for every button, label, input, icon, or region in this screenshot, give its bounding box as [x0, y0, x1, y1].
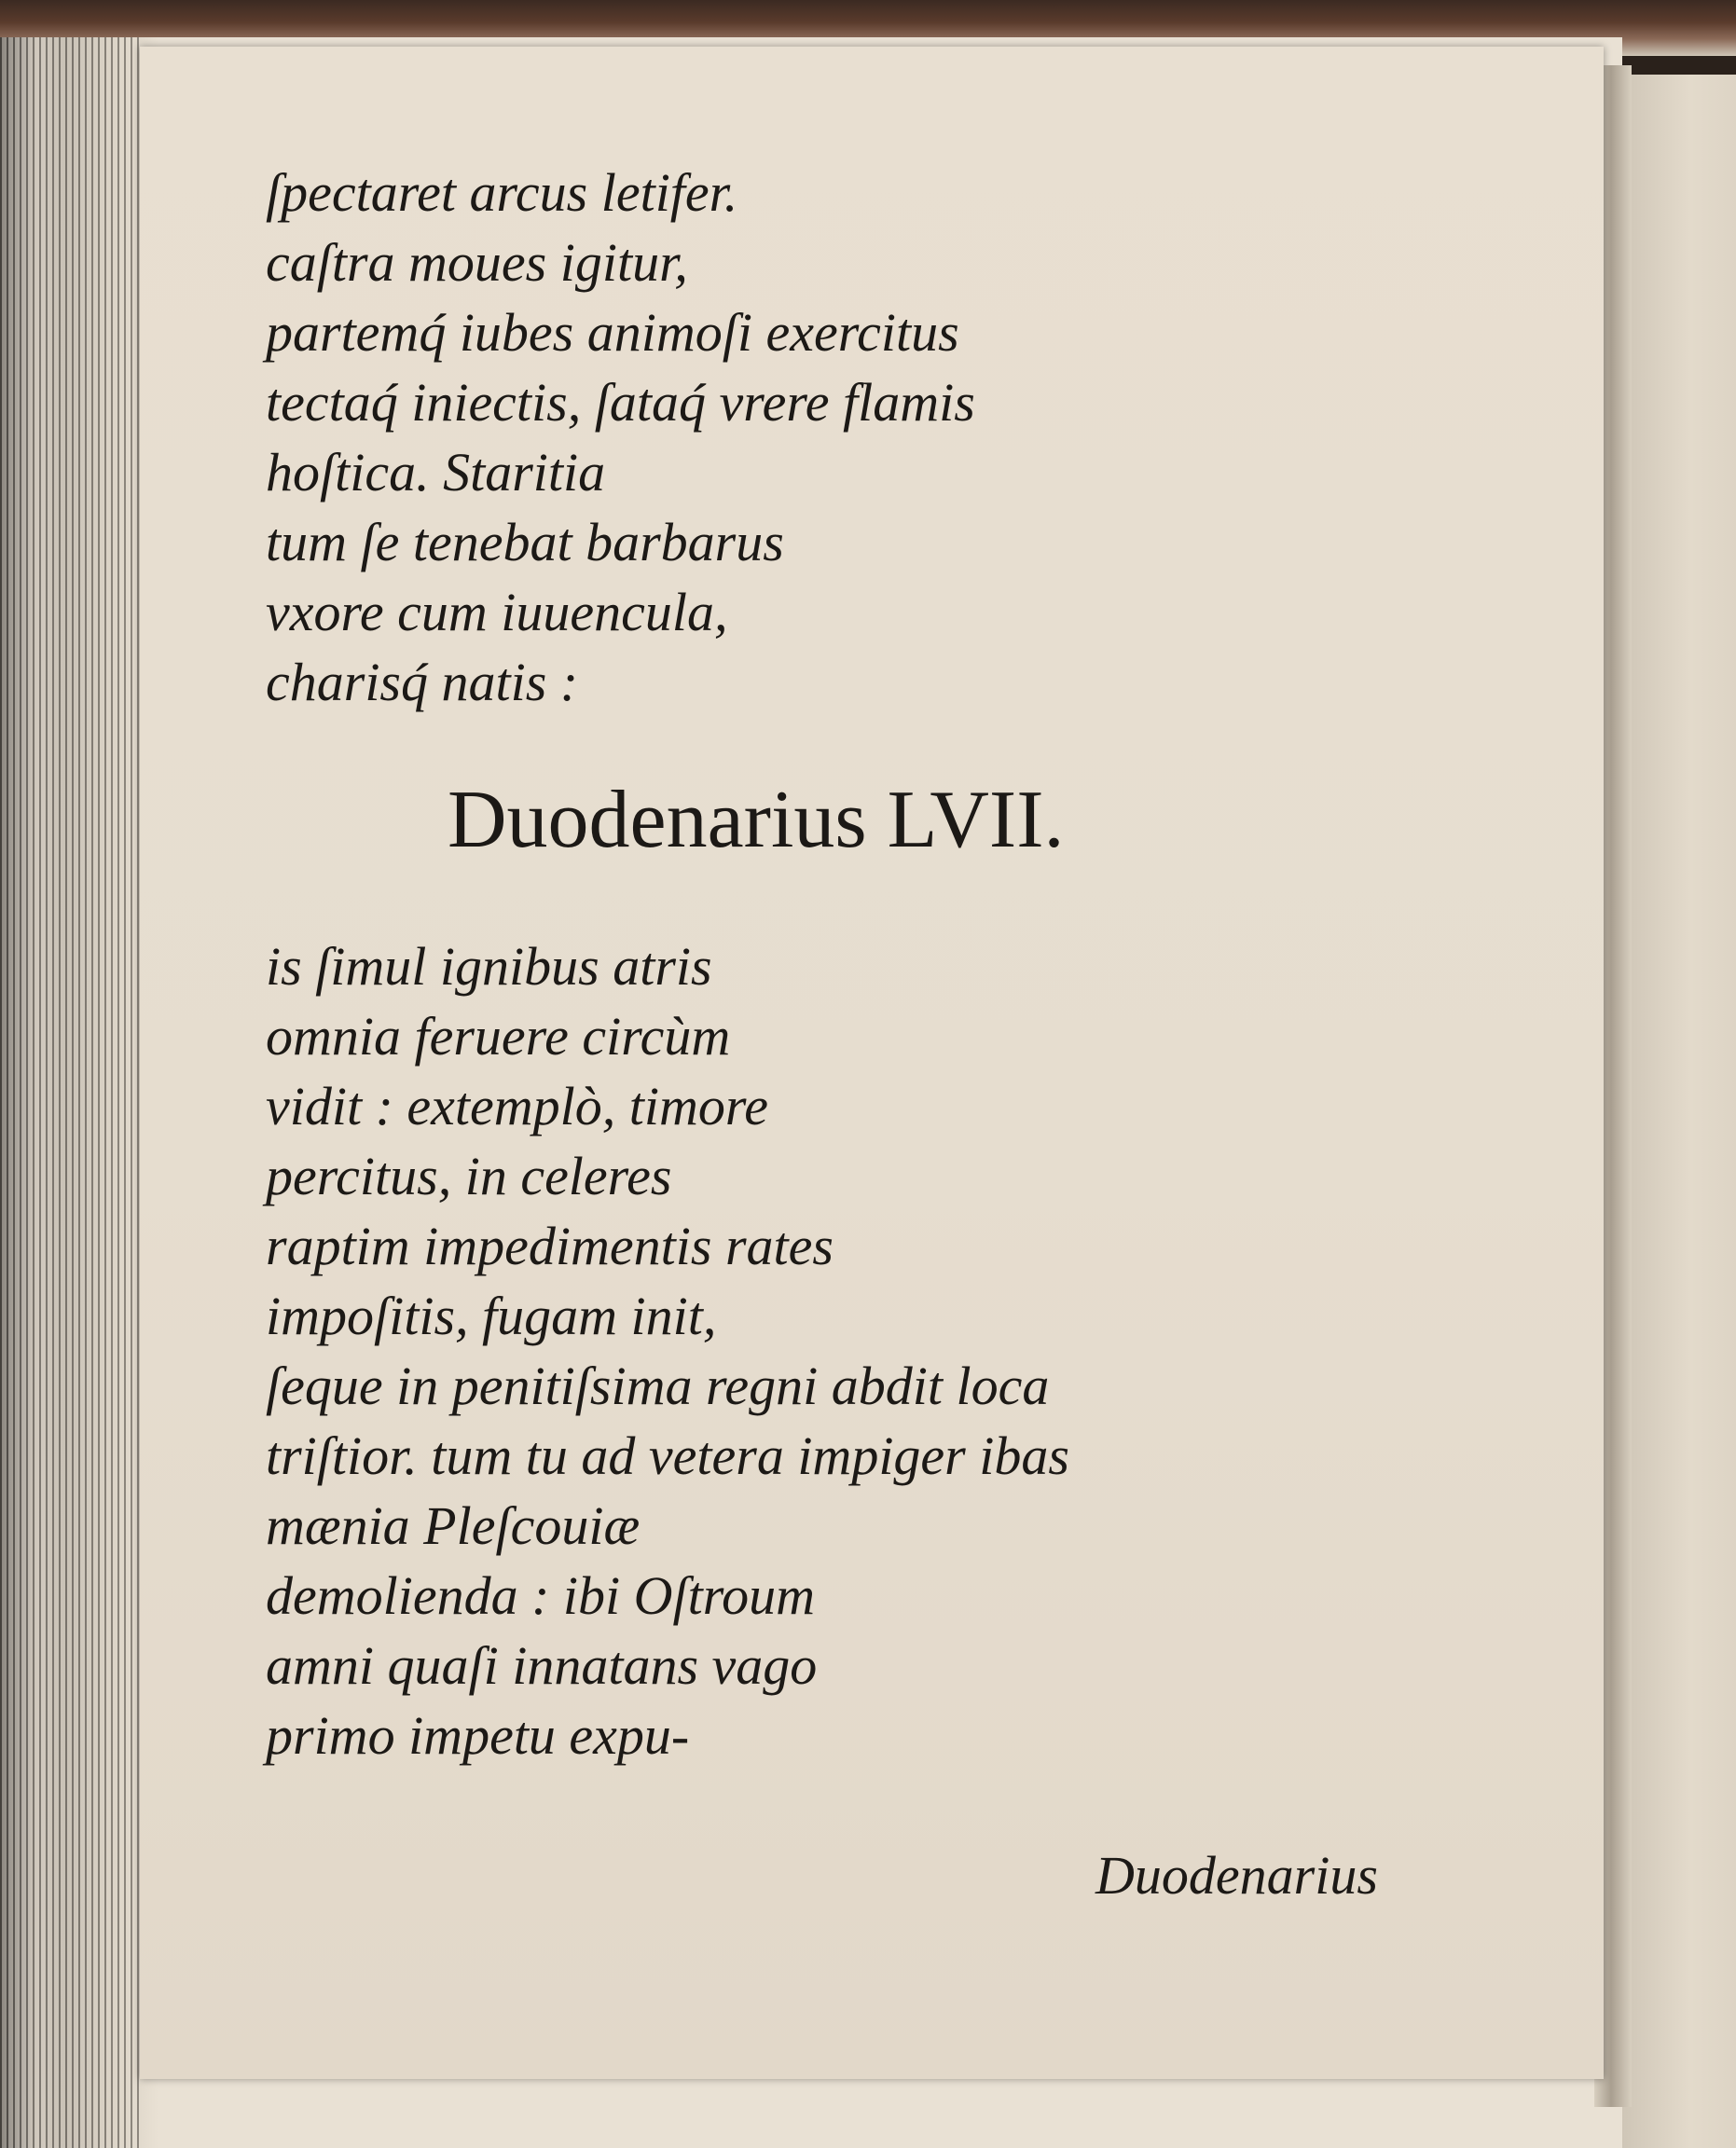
text-line: partemq́ iubes animoſi exercitus [266, 302, 959, 363]
text-line: tum ſe tenebat barbarus [266, 512, 784, 572]
text-line: amni quaſi innatans vago [266, 1635, 818, 1696]
facing-page [1622, 75, 1736, 2148]
text-line: vidit : extemplò, timore [266, 1076, 769, 1136]
text-line: mænia Pleſcouiæ [266, 1495, 641, 1556]
section-heading: Duodenarius LVII. [448, 775, 1065, 865]
catchword: Duodenarius [1095, 1845, 1378, 1906]
text-line: ſpectaret arcus letifer. [266, 162, 738, 223]
text-line: primo impetu expu- [266, 1705, 690, 1766]
text-line: percitus, in celeres [266, 1146, 672, 1206]
text-line: tectaq́ iniectis, ſataq́ vrere flamis [266, 372, 975, 433]
text-line: is ſimul ignibus atris [266, 936, 712, 997]
text-line: raptim impedimentis rates [266, 1216, 834, 1276]
text-line: triſtior. tum tu ad vetera impiger ibas [266, 1425, 1069, 1486]
text-line: caſtra moues igitur, [266, 232, 688, 293]
text-line: ſeque in penitiſsima regni abdit loca [266, 1356, 1050, 1416]
page-edges [0, 37, 140, 2148]
text-line: vxore cum iuuencula, [266, 582, 728, 642]
text-line: demolienda : ibi Oſtroum [266, 1565, 816, 1626]
text-line: hoſtica. Staritia [266, 442, 606, 503]
text-line: omnia feruere circùm [266, 1006, 731, 1067]
text-line: charisq́ natis : [266, 652, 579, 712]
text-line: impoſitis, fugam init, [266, 1286, 717, 1346]
